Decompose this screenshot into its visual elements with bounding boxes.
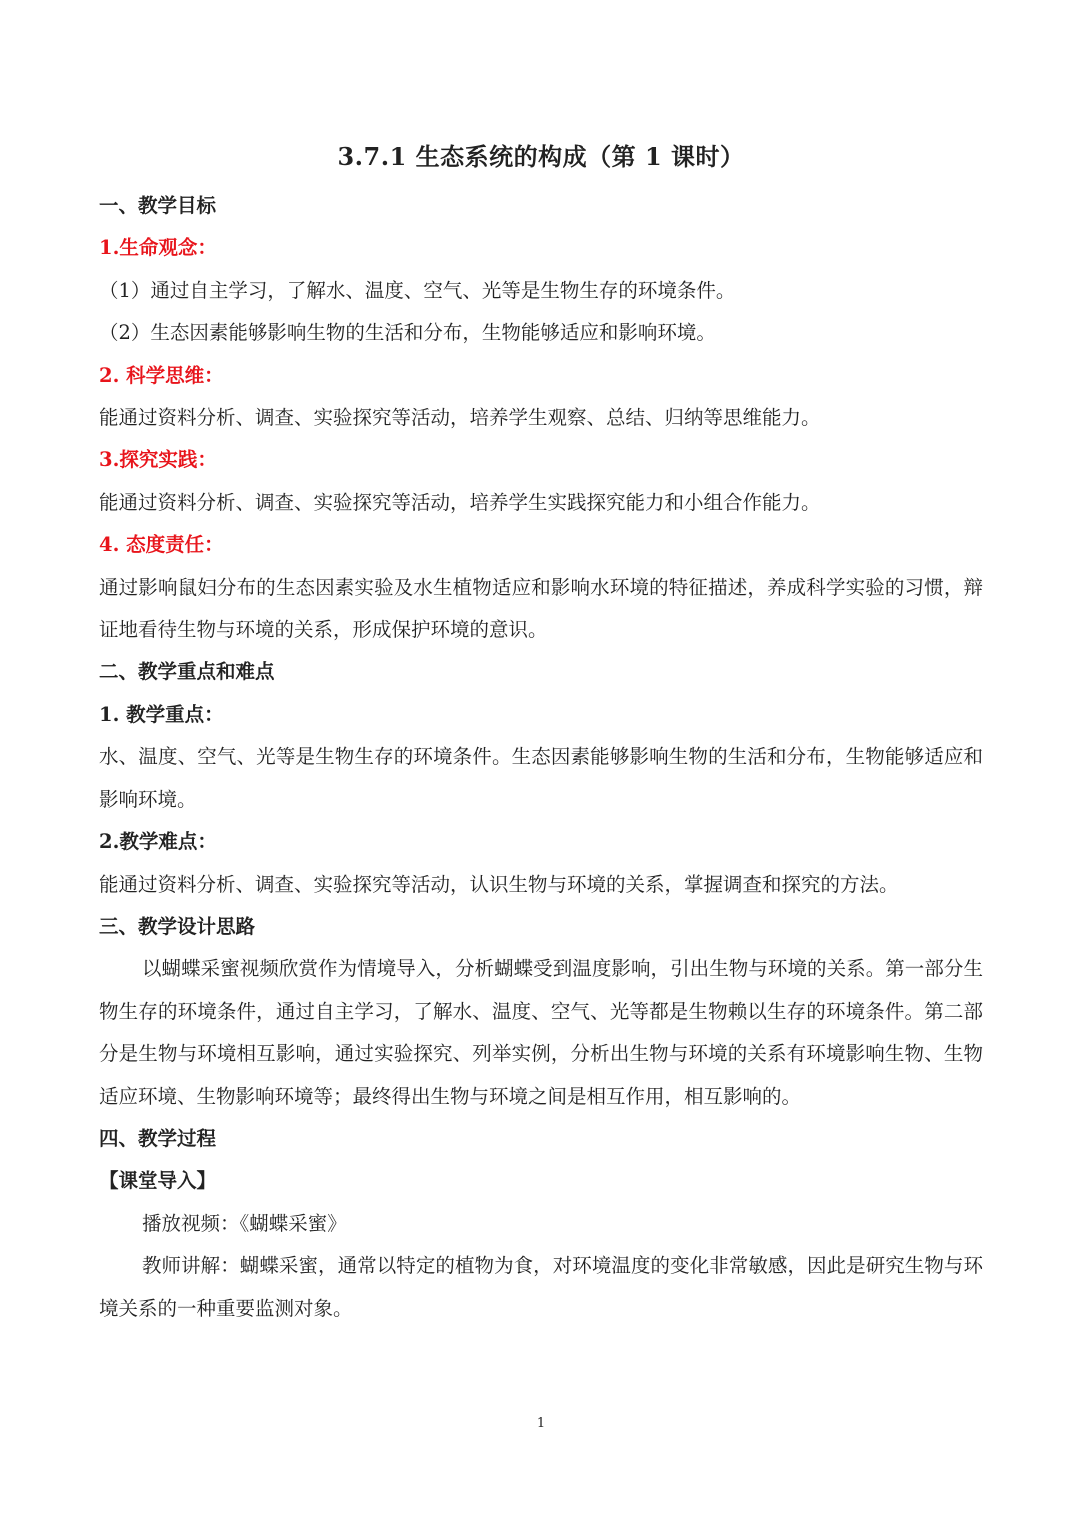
- design-idea-text: 以蝴蝶采蜜视频欣赏作为情境导入，分析蝴蝶受到温度影响，引出生物与环境的关系。第一部分生物生存的环境条件，通过自主学习，了解水、温度、空气、光等都是生物赖以生存的环境条件。第二部分是生物与环境相互影响，通过实验探究、列举实例，分析出生物与环境的关系有环境影响生物、生物适应环境、生物影响环境等；最终得出生物与环境之间是相互作用，相互影响的。: [99, 957, 983, 1108]
- section-heading-teaching-process: 四、教学过程: [99, 1126, 217, 1150]
- video-line: 播放视频：《蝴蝶采蜜》: [142, 1211, 347, 1235]
- goal-text-attitude: 通过影响鼠妇分布的生态因素实验及水生植物适应和影响水环境的特征描述，养成科学实验的习惯，辩证地看待生物与环境的关系，形成保护环境的意识。: [99, 575, 983, 642]
- section-heading-design-idea: 三、教学设计思路: [99, 914, 256, 938]
- page-number: 1: [536, 1416, 546, 1431]
- goal-text-inquiry-practice: 能通过资料分析、调查、实验探究等活动，培养学生实践探究能力和小组合作能力。: [99, 490, 821, 514]
- goal-item-2: （2）生态因素能够影响生物的生活和分布，生物能够适应和影响环境。: [99, 321, 716, 345]
- section-heading-objectives: 一、教学目标: [99, 194, 217, 217]
- goal-label-attitude: 4. 态度责任：: [99, 533, 224, 557]
- goal-label-inquiry-practice: 3.探究实践：: [99, 448, 217, 472]
- key-point-label: 1. 教学重点：: [99, 702, 224, 726]
- teacher-explanation: 教师讲解：蝴蝶采蜜，通常以特定的植物为食，对环境温度的变化非常敏感，因此是研究生物与环境关系的一种重要监测对象。: [99, 1254, 983, 1320]
- document-title: 3.7.1 生态系统的构成（第 1 课时）: [337, 142, 745, 171]
- key-point-text: 水、温度、空气、光等是生物生存的环境条件。生态因素能够影响生物的生活和分布，生物能够适应和影响环境。: [99, 745, 983, 811]
- goal-item-1: （1）通过自主学习，了解水、温度、空气、光等是生物生存的环境条件。: [99, 278, 736, 302]
- goal-text-scientific-thinking: 能通过资料分析、调查、实验探究等活动，培养学生观察、总结、归纳等思维能力。: [99, 406, 821, 430]
- difficulty-text: 能通过资料分析、调查、实验探究等活动，认识生物与环境的关系，掌握调查和探究的方法。: [99, 872, 899, 896]
- document-body: [99, 185, 983, 1330]
- goal-label-scientific-thinking: 2. 科学思维：: [99, 363, 224, 387]
- sub-heading-class-intro: 【课堂导入】: [99, 1169, 217, 1193]
- goal-label-life-concept: 1.生命观念：: [99, 236, 217, 260]
- difficulty-label: 2.教学难点：: [99, 830, 217, 854]
- section-heading-key-points: 二、教学重点和难点: [99, 660, 275, 684]
